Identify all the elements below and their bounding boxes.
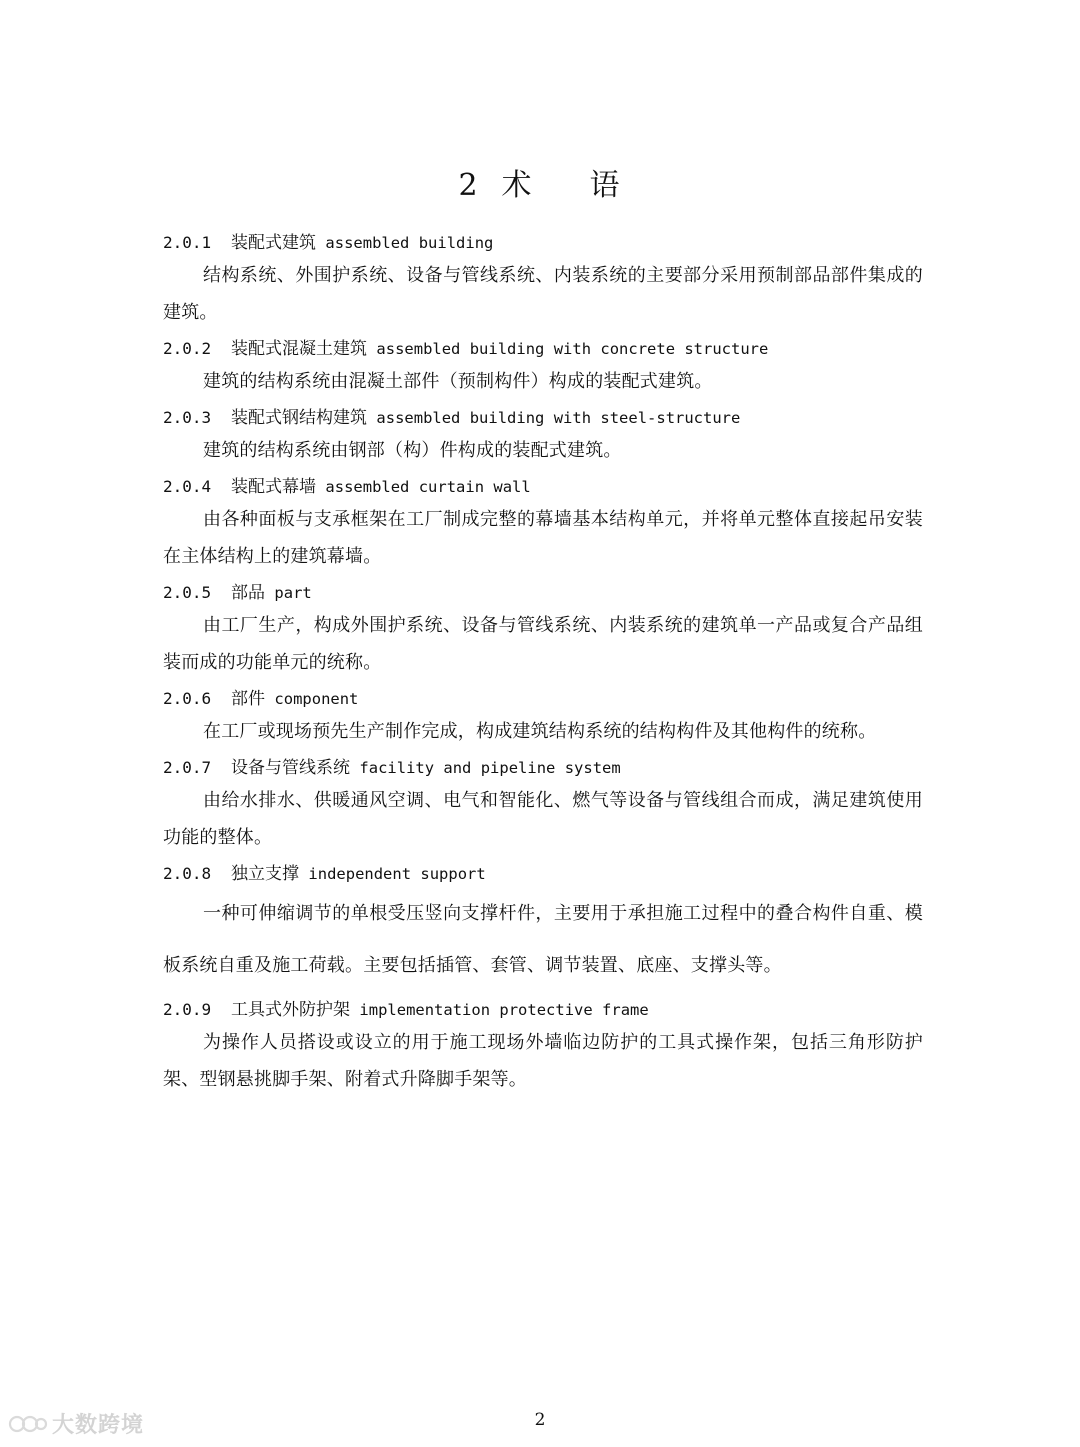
- term-heading: [163, 688, 923, 710]
- term-heading: [163, 757, 923, 779]
- term-en: assembled building: [325, 234, 494, 252]
- chapter-title-part1: 术: [501, 168, 534, 203]
- chapter-title: [0, 160, 1080, 204]
- term-code: 2.0.8: [163, 864, 212, 883]
- term-zh: 装配式幕墙: [231, 477, 316, 497]
- term-en: assembled building with steel-structure: [376, 409, 741, 427]
- term-code: 2.0.1: [163, 233, 212, 252]
- term-en: part: [274, 584, 312, 602]
- term-block: [163, 476, 923, 575]
- watermark-text: 大数跨境: [52, 1413, 145, 1438]
- term-heading: [163, 232, 923, 254]
- chapter-number: 2: [458, 168, 480, 203]
- term-definition: 建筑的结构系统由混凝土部件（预制构件）构成的装配式建筑。: [203, 371, 713, 392]
- term-en: facility and pipeline system: [359, 759, 621, 777]
- term-code: 2.0.2: [163, 339, 212, 358]
- term-en: implementation protective frame: [359, 1001, 649, 1019]
- term-code: 2.0.7: [163, 758, 212, 777]
- term-definition: 由各种面板与支承框架在工厂制成完整的幕墙基本结构单元，并将单元整体直接起吊安装在主体结构上的建筑幕墙。: [163, 509, 923, 567]
- term-block: [163, 999, 923, 1098]
- term-heading: [163, 338, 923, 360]
- term-definition: 建筑的结构系统由钢部（构）件构成的装配式建筑。: [203, 440, 622, 461]
- term-definition: 结构系统、外围护系统、设备与管线系统、内装系统的主要部分采用预制部品部件集成的建筑。: [163, 265, 923, 323]
- term-zh: 装配式建筑: [231, 233, 316, 253]
- term-block: [163, 338, 923, 400]
- term-heading: [163, 407, 923, 429]
- term-code: 2.0.4: [163, 477, 212, 496]
- term-zh: 工具式外防护架: [231, 1000, 350, 1020]
- term-block: [163, 232, 923, 331]
- term-zh: 装配式混凝土建筑: [231, 339, 367, 359]
- term-code: 2.0.9: [163, 1000, 212, 1019]
- term-zh: 部品: [231, 583, 265, 603]
- term-block: [163, 407, 923, 469]
- term-code: 2.0.3: [163, 408, 212, 427]
- term-code: 2.0.5: [163, 583, 212, 602]
- term-zh: 独立支撑: [231, 864, 299, 884]
- term-block: [163, 582, 923, 681]
- term-code: 2.0.6: [163, 689, 212, 708]
- term-en: assembled curtain wall: [325, 478, 531, 496]
- chapter-title-part2: 语: [589, 168, 622, 203]
- page-number: 2: [534, 1410, 546, 1430]
- term-zh: 装配式钢结构建筑: [231, 408, 367, 428]
- term-definition: 由给水排水、供暖通风空调、电气和智能化、燃气等设备与管线组合而成，满足建筑使用功能的整体。: [163, 790, 923, 848]
- term-block: [163, 757, 923, 856]
- term-heading: [163, 863, 923, 885]
- term-heading: [163, 476, 923, 498]
- term-en: component: [274, 690, 359, 708]
- term-definition: 在工厂或现场预先生产制作完成，构成建筑结构系统的结构构件及其他构件的统称。: [203, 721, 877, 742]
- term-en: assembled building with concrete structure: [376, 340, 769, 358]
- term-zh: 设备与管线系统: [231, 758, 350, 778]
- terms-list: [163, 226, 923, 1104]
- term-definition: 一种可伸缩调节的单根受压竖向支撑杆件，主要用于承担施工过程中的叠合构件自重、模板系统自重及施工荷载。主要包括插管、套管、调节装置、底座、支撑头等。: [163, 903, 923, 976]
- term-definition: 由工厂生产，构成外围护系统、设备与管线系统、内装系统的建筑单一产品或复合产品组装而成的功能单元的统称。: [163, 615, 923, 673]
- term-heading: [163, 999, 923, 1021]
- term-heading: [163, 582, 923, 604]
- term-block: [163, 688, 923, 750]
- term-en: independent support: [308, 865, 486, 883]
- term-block: [163, 863, 923, 992]
- term-zh: 部件: [231, 689, 265, 709]
- term-definition: 为操作人员搭设或设立的用于施工现场外墙临边防护的工具式操作架，包括三角形防护架、型钢悬挑脚手架、附着式升降脚手架等。: [163, 1032, 923, 1090]
